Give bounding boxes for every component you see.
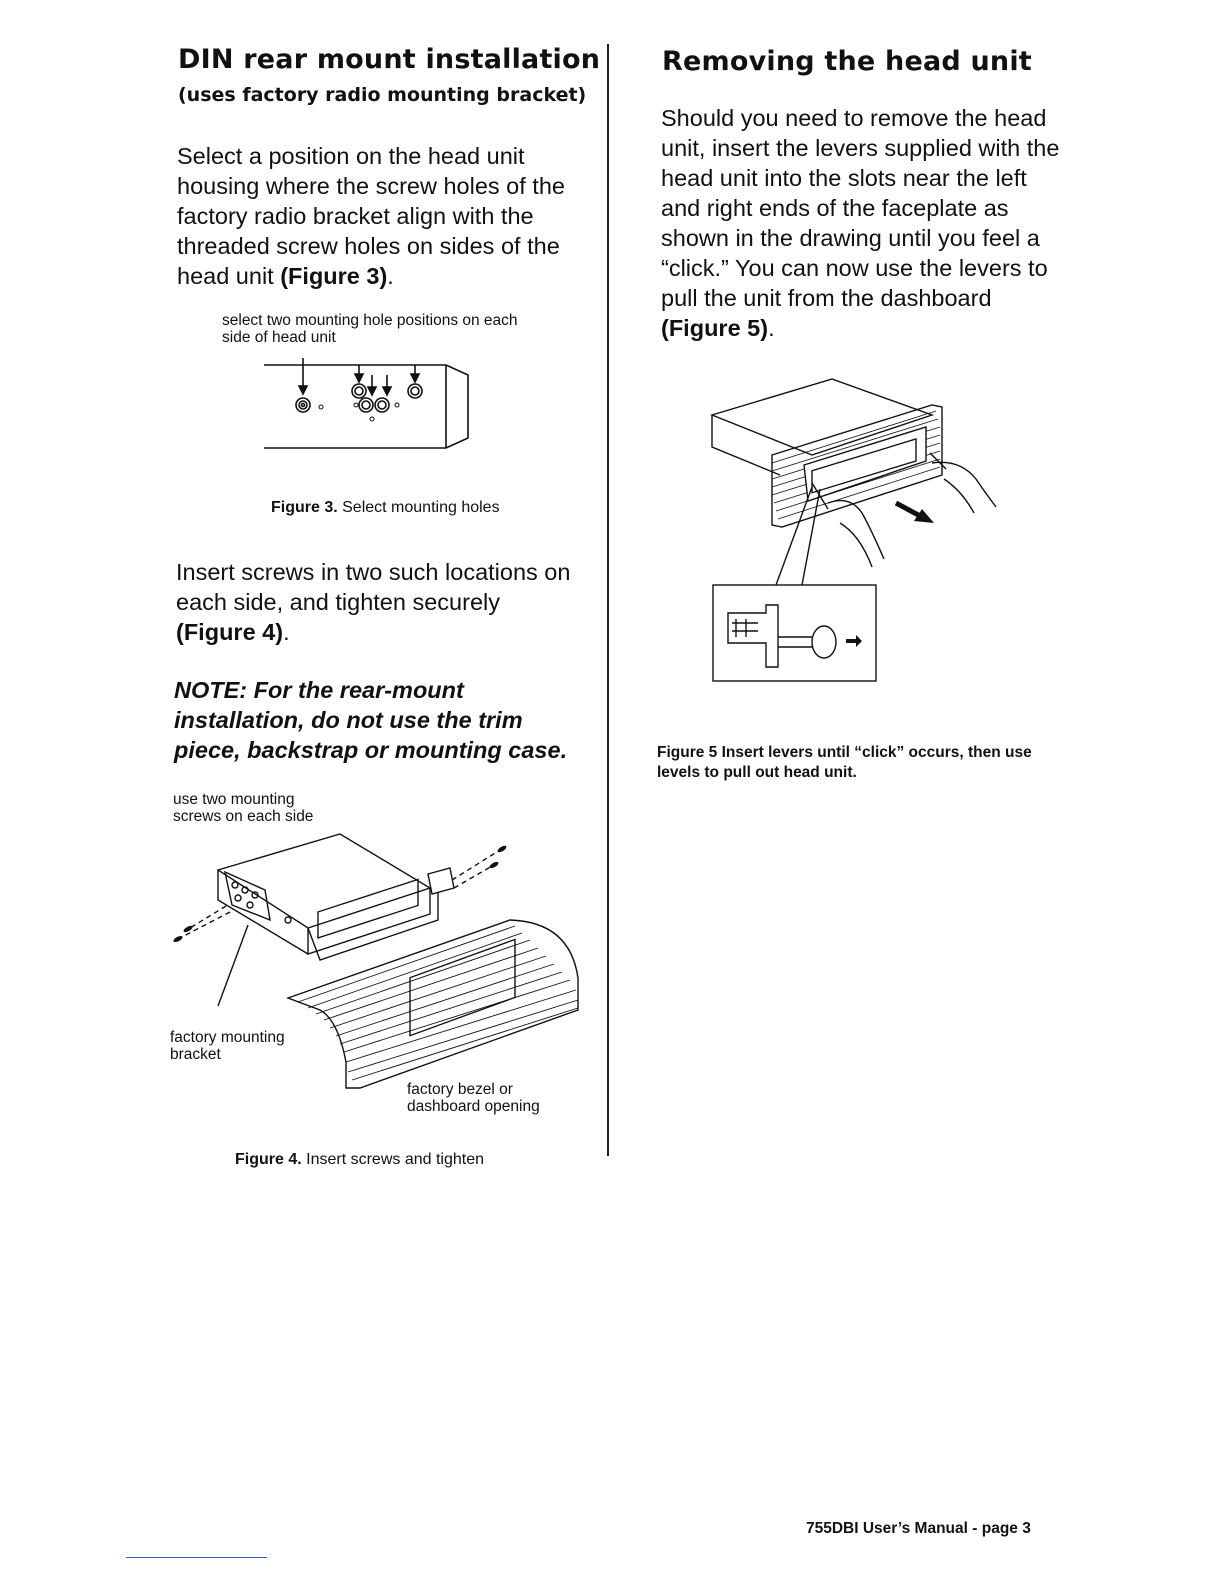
figure-5-caption: Figure 5 Insert levers until “click” occurs, then use levels to pull out head unit. (657, 744, 1032, 781)
figure-3-label: select two mounting hole positions on each side of head unit (222, 312, 518, 346)
page-footer: 755DBI User’s Manual - page 3 (806, 1520, 1031, 1537)
rear-mount-note: NOTE: For the rear-mount installation, do not use the trim piece, backstrap or mounting case. (174, 677, 568, 763)
left-paragraph-1: Select a position on the head unit housing where the screw holes of the factory radio bracket align with the threaded screw holes on sides of the head unit (Figure 3). (177, 143, 565, 289)
column-divider (607, 44, 609, 1156)
figure-4-label-bracket: factory mounting bracket (170, 1029, 285, 1063)
mounting-hole-icon (296, 398, 310, 412)
figure-5-reference: (Figure 5) (661, 315, 769, 341)
figure-5-diagram (700, 375, 1000, 690)
figure-3-reference: (Figure 3) (280, 263, 388, 289)
figure-4-reference: (Figure 4) (176, 619, 284, 645)
figure-4-label-screws: use two mounting screws on each side (173, 791, 314, 825)
figure-3-diagram (262, 355, 477, 455)
left-subheading: (uses factory radio mounting bracket) (178, 84, 587, 106)
figure-4-label-bezel: factory bezel or dashboard opening (407, 1081, 540, 1115)
pull-arrow-icon (846, 503, 934, 647)
footnote-rule (126, 1557, 267, 1558)
left-paragraph-2: Insert screws in two such locations on each side, and tighten securely (Figure 4). (176, 559, 571, 645)
figure-4-caption: Figure 4. Insert screws and tighten (235, 1151, 484, 1168)
left-heading: DIN rear mount installation (178, 44, 601, 75)
right-heading: Removing the head unit (662, 46, 1032, 77)
figure-3-caption: Figure 3. Select mounting holes (271, 499, 500, 516)
screw-icon (173, 844, 508, 943)
arrow-icon (299, 358, 419, 395)
right-paragraph: Should you need to remove the head unit, insert the levers supplied with the head unit into the slots near the left and right ends of the faceplate as shown in the drawing until you feel a “click.” You can now use the levers to pull the unit from the dashboard (Figure 5). (661, 105, 1060, 341)
